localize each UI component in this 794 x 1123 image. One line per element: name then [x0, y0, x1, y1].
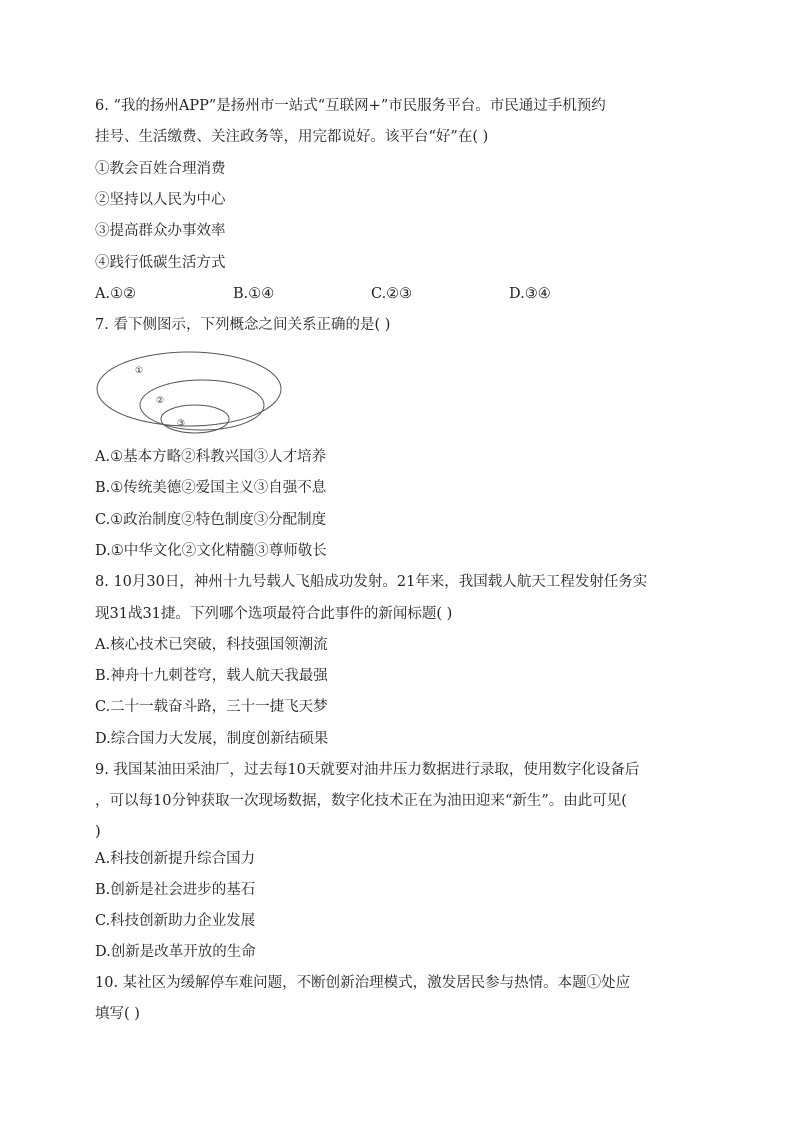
q10-stem-line2: 填写( ) — [95, 1006, 140, 1022]
q8-option-a: A.核心技术已突破，科技强国领潮流 — [95, 637, 328, 653]
q6-stem-line2: 挂号、生活缴费、关注政务等，用完都说好。该平台“好”在( ) — [95, 129, 489, 145]
q6-option-d: D.③④ — [509, 286, 551, 302]
q8-stem-line1: 8. 10月30日，神州十九号载人飞船成功发射。21年来，我国载人航天工程发射任务实 — [95, 574, 648, 590]
q9-option-a: A.科技创新提升综合国力 — [95, 851, 256, 867]
outer-ellipse — [97, 352, 281, 426]
diagram-label-2: ② — [156, 396, 165, 406]
diagram-label-3: ③ — [177, 419, 186, 429]
q9-option-b: B.创新是社会进步的基石 — [95, 882, 256, 898]
q8-option-d: D.综合国力大发展，制度创新结硕果 — [95, 731, 329, 747]
q7-option-a: A.①基本方略②科教兴国③人才培养 — [95, 449, 327, 465]
q6-item-2: ②坚持以人民为中心 — [95, 192, 226, 208]
q6-item-1: ①教会百姓合理消费 — [95, 161, 226, 177]
q9-option-d: D.创新是改革开放的生命 — [95, 944, 256, 960]
q7-option-b: B.①传统美德②爱国主义③自强不息 — [95, 480, 327, 496]
q9-stem-line2: ，可以每10分钟获取一次现场数据，数字化技术正在为油田迎来“新生”。由此可见( — [95, 793, 627, 809]
q6-option-a: A.①② — [95, 286, 137, 302]
q10-stem-line1: 10. 某社区为缓解停车难问题，不断创新治理模式，激发居民参与热情。本题①处应 — [95, 975, 631, 991]
q8-option-c: C.二十一载奋斗路，三十一捷飞天梦 — [95, 699, 328, 715]
q7-option-d: D.①中华文化②文化精髓③尊师敬长 — [95, 543, 327, 559]
q7-option-c: C.①政治制度②特色制度③分配制度 — [95, 512, 327, 528]
q6-option-b: B.①④ — [233, 286, 275, 302]
inner-ellipse — [161, 405, 229, 433]
nested-ellipse-diagram — [95, 350, 295, 440]
q6-item-3: ③提高群众办事效率 — [95, 223, 226, 239]
q9-stem-line3: ) — [95, 824, 101, 840]
q6-item-4: ④践行低碳生活方式 — [95, 255, 226, 271]
diagram-label-1: ① — [135, 366, 144, 376]
q9-stem-line1: 9. 我国某油田采油厂，过去每10天就要对油井压力数据进行录取，使用数字化设备后 — [95, 762, 640, 778]
q6-stem-line1: 6. “我的扬州APP”是扬州市一站式“互联网+”市民服务平台。市民通过手机预约 — [95, 98, 606, 114]
q7-stem: 7. 看下侧图示，下列概念之间关系正确的是( ) — [95, 317, 391, 333]
q6-option-c: C.②③ — [371, 286, 413, 302]
q8-option-b: B.神舟十九刺苍穹，载人航天我最强 — [95, 668, 328, 684]
q6-options — [95, 284, 705, 304]
q8-stem-line2: 现31战31捷。下列哪个选项最符合此事件的新闻标题( ) — [95, 606, 453, 622]
q9-option-c: C.科技创新助力企业发展 — [95, 913, 256, 929]
